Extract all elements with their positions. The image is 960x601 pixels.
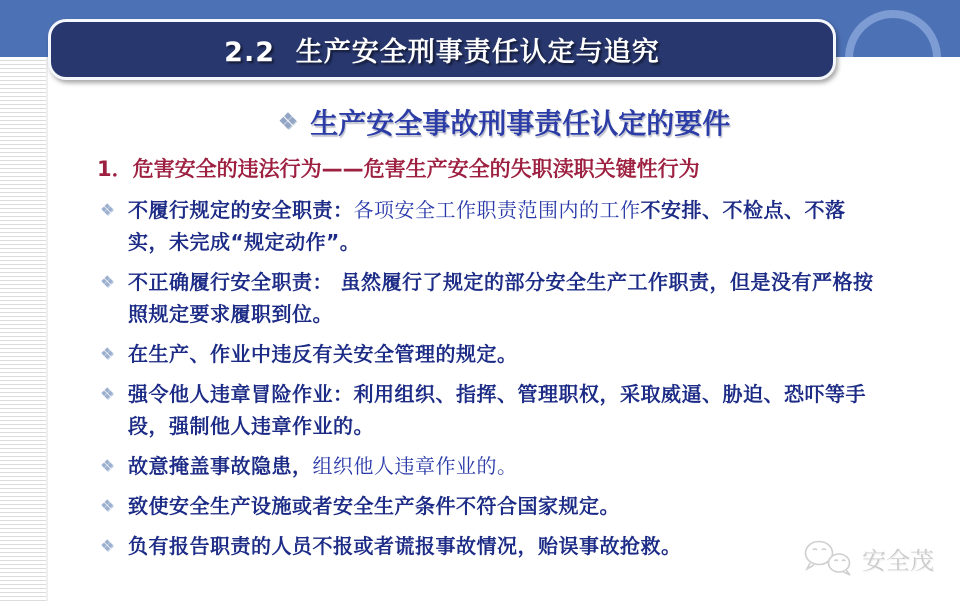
slide-title: 2.2 生产安全刑事责任认定与追究 [224,37,660,68]
bullet-segment: 组织他人违章作业的。 [312,454,518,478]
list-item [100,490,874,522]
bullet-segment: 不安排、不检点、不落实，未完成“规定动作”。 [128,198,846,254]
bullet-text [128,378,874,442]
diamond-bullet-icon: ❖ [277,109,299,135]
bullet-text [128,266,874,330]
list-item [100,378,874,442]
subtitle-row [48,102,960,142]
bullet-segment: 故意掩盖事故隐患， [128,454,313,478]
bullet-segment: 各项安全工作职责范围内的工作 [353,198,641,222]
slide-title-bar [48,19,836,80]
left-striped-strip [0,57,48,601]
section-heading: 1．危害安全的违法行为——危害生产安全的失职渎职关键性行为 [97,157,700,181]
list-item [100,530,874,562]
bullet-segment: 不履行规定的安全职责： [128,198,354,222]
watermark [802,537,934,579]
bullet-segment: 不正确履行安全职责： 虽然履行了规定的部分安全生产工作职责，但是没有严格按照规定要求履职到位。 [128,270,874,326]
bullet-text [128,450,874,482]
arc-decoration-icon [845,10,941,57]
bullet-text [128,194,874,258]
diamond-bullet-icon: ❖ [100,456,115,475]
bullet-segment: 强令他人违章冒险作业：利用组织、指挥、管理职权，采取威逼、胁迫、恐吓等手段，强制他人违章作业的。 [128,382,866,438]
subtitle-text: 生产安全事故刑事责任认定的要件 [310,107,731,140]
bullet-list [100,194,874,570]
list-item [100,194,874,258]
diamond-bullet-icon: ❖ [100,272,115,291]
diamond-bullet-icon: ❖ [100,496,115,515]
list-item [100,266,874,330]
wechat-logo-icon [802,537,856,579]
list-item [100,450,874,482]
bullet-text [128,530,874,562]
bullet-segment: 在生产、作业中违反有关安全管理的规定。 [128,342,518,366]
bullet-text [128,490,874,522]
diamond-bullet-icon: ❖ [100,344,115,363]
diamond-bullet-icon: ❖ [100,536,115,555]
watermark-label: 安全茂 [862,546,934,575]
diamond-bullet-icon: ❖ [100,384,115,403]
list-item [100,338,874,370]
bullet-segment: 负有报告职责的人员不报或者谎报事故情况，贻误事故抢救。 [128,534,682,558]
bullet-segment: 致使安全生产设施或者安全生产条件不符合国家规定。 [128,494,620,518]
diamond-bullet-icon: ❖ [100,200,115,219]
bullet-text [128,338,874,370]
